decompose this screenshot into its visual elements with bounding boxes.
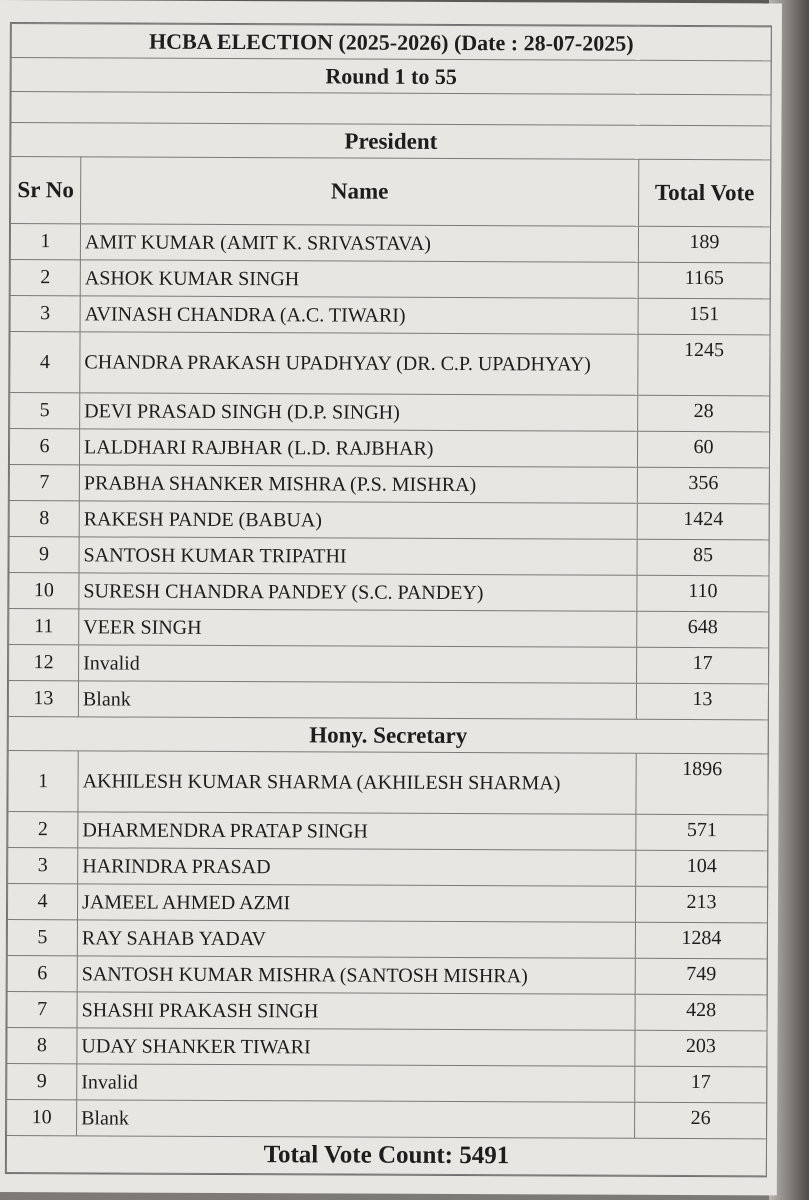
serial-number: 6: [7, 956, 77, 992]
candidate-name: AMIT KUMAR (AMIT K. SRIVASTAVA): [80, 224, 638, 262]
serial-number: 3: [10, 296, 80, 332]
column-header-sr: Sr No: [11, 157, 81, 224]
serial-number: 8: [7, 1028, 77, 1064]
vote-count: 356: [637, 467, 769, 504]
vote-count: 571: [636, 814, 768, 851]
vote-count: 60: [637, 431, 769, 468]
table-row: [7, 992, 767, 1031]
candidate-name: Blank: [78, 681, 636, 719]
serial-number: 2: [8, 812, 78, 848]
vote-count: 1245: [638, 334, 770, 396]
vote-count: 26: [635, 1102, 767, 1139]
table-row: [7, 1028, 767, 1067]
results-table-body: [6, 24, 771, 1176]
table-row: [10, 393, 770, 432]
candidate-name: SANTOSH KUMAR TRIPATHI: [79, 537, 637, 575]
vote-count: 151: [638, 298, 770, 335]
table-row: [10, 260, 770, 299]
vote-count: 110: [637, 575, 769, 612]
candidate-name: SANTOSH KUMAR MISHRA (SANTOSH MISHRA): [77, 956, 635, 994]
serial-number: 8: [9, 501, 79, 537]
vote-count: 28: [638, 395, 770, 432]
serial-number: 12: [9, 645, 79, 681]
serial-number: 9: [9, 537, 79, 573]
table-row: [7, 1064, 767, 1103]
serial-number: 4: [10, 332, 80, 393]
candidate-name: JAMEEL AHMED AZMI: [77, 884, 635, 922]
vote-count: 104: [636, 850, 768, 887]
serial-number: 9: [7, 1064, 77, 1100]
table-row: [9, 609, 769, 648]
table-row: [9, 501, 769, 540]
results-document: [5, 22, 772, 1177]
results-table: [6, 23, 772, 1176]
vote-count: 203: [635, 1030, 767, 1067]
serial-number: 2: [10, 260, 80, 296]
vote-count: 213: [635, 886, 767, 923]
round-label: Round 1 to 55: [11, 58, 771, 95]
table-row: [9, 465, 769, 504]
serial-number: 6: [9, 429, 79, 465]
section-title-president: President: [11, 123, 771, 160]
serial-number: 4: [7, 884, 77, 920]
candidate-name: PRABHA SHANKER MISHRA (P.S. MISHRA): [79, 465, 637, 503]
total-vote-count: Total Vote Count: 5491: [6, 1136, 766, 1176]
candidate-name: SURESH CHANDRA PANDEY (S.C. PANDEY): [79, 573, 637, 611]
election-title: HCBA ELECTION (2025-2026) (Date : 28-07-2025): [11, 24, 771, 61]
table-row: [7, 920, 767, 959]
table-row: [9, 429, 769, 468]
table-row: [10, 332, 770, 396]
candidate-name: Invalid: [79, 645, 637, 683]
table-row: [10, 224, 770, 263]
candidate-name: RAKESH PANDE (BABUA): [79, 501, 637, 539]
serial-number: 7: [9, 465, 79, 501]
serial-number: 7: [7, 992, 77, 1028]
candidate-name: AKHILESH KUMAR SHARMA (AKHILESH SHARMA): [78, 751, 636, 814]
candidate-name: LALDHARI RAJBHAR (L.D. RAJBHAR): [79, 429, 637, 467]
table-row: [9, 537, 769, 576]
candidate-name: HARINDRA PRASAD: [78, 848, 636, 886]
serial-number: 13: [8, 681, 78, 717]
vote-count: 17: [637, 647, 769, 684]
candidate-name: DEVI PRASAD SINGH (D.P. SINGH): [80, 393, 638, 431]
candidate-name: CHANDRA PRAKASH UPADHYAY (DR. C.P. UPADHYAY): [80, 332, 638, 395]
candidate-name: RAY SAHAB YADAV: [77, 920, 635, 958]
serial-number: 11: [9, 609, 79, 645]
vote-count: 85: [637, 539, 769, 576]
section-title-secretary: Hony. Secretary: [8, 717, 768, 754]
candidate-name: SHASHI PRAKASH SINGH: [77, 992, 635, 1030]
vote-count: 648: [637, 611, 769, 648]
table-row: [7, 884, 767, 923]
candidate-name: AVINASH CHANDRA (A.C. TIWARI): [80, 296, 638, 334]
table-row: [8, 812, 768, 851]
candidate-name: Invalid: [77, 1064, 635, 1102]
vote-count: 17: [635, 1066, 767, 1103]
vote-count: 1165: [638, 262, 770, 299]
vote-count: 1424: [637, 503, 769, 540]
column-header-vote: Total Vote: [639, 159, 771, 227]
table-row: [8, 751, 768, 815]
candidate-name: DHARMENDRA PRATAP SINGH: [78, 812, 636, 850]
serial-number: 3: [8, 848, 78, 884]
table-row: [9, 645, 769, 684]
serial-number: 5: [7, 920, 77, 956]
table-row: [9, 573, 769, 612]
vote-count: 189: [638, 226, 770, 263]
vote-count: 13: [636, 683, 768, 720]
vote-count: 428: [635, 994, 767, 1031]
column-header-name: Name: [81, 157, 639, 226]
spacer-cell: [11, 92, 771, 126]
spacer-row: [11, 92, 771, 126]
table-row: [7, 956, 767, 995]
candidate-name: UDAY SHANKER TIWARI: [77, 1028, 635, 1066]
candidate-name: ASHOK KUMAR SINGH: [80, 260, 638, 298]
table-row: [8, 681, 768, 720]
serial-number: 1: [10, 224, 80, 260]
table-row: [7, 1100, 767, 1139]
serial-number: 10: [7, 1100, 77, 1136]
serial-number: 5: [10, 393, 80, 429]
vote-count: 1284: [635, 922, 767, 959]
candidate-name: VEER SINGH: [79, 609, 637, 647]
serial-number: 1: [8, 751, 78, 812]
candidate-name: Blank: [77, 1100, 635, 1138]
serial-number: 10: [9, 573, 79, 609]
vote-count: 749: [635, 958, 767, 995]
column-header-row: [11, 157, 771, 227]
vote-count: 1896: [636, 753, 768, 815]
table-row: [10, 296, 770, 335]
table-row: [8, 848, 768, 887]
